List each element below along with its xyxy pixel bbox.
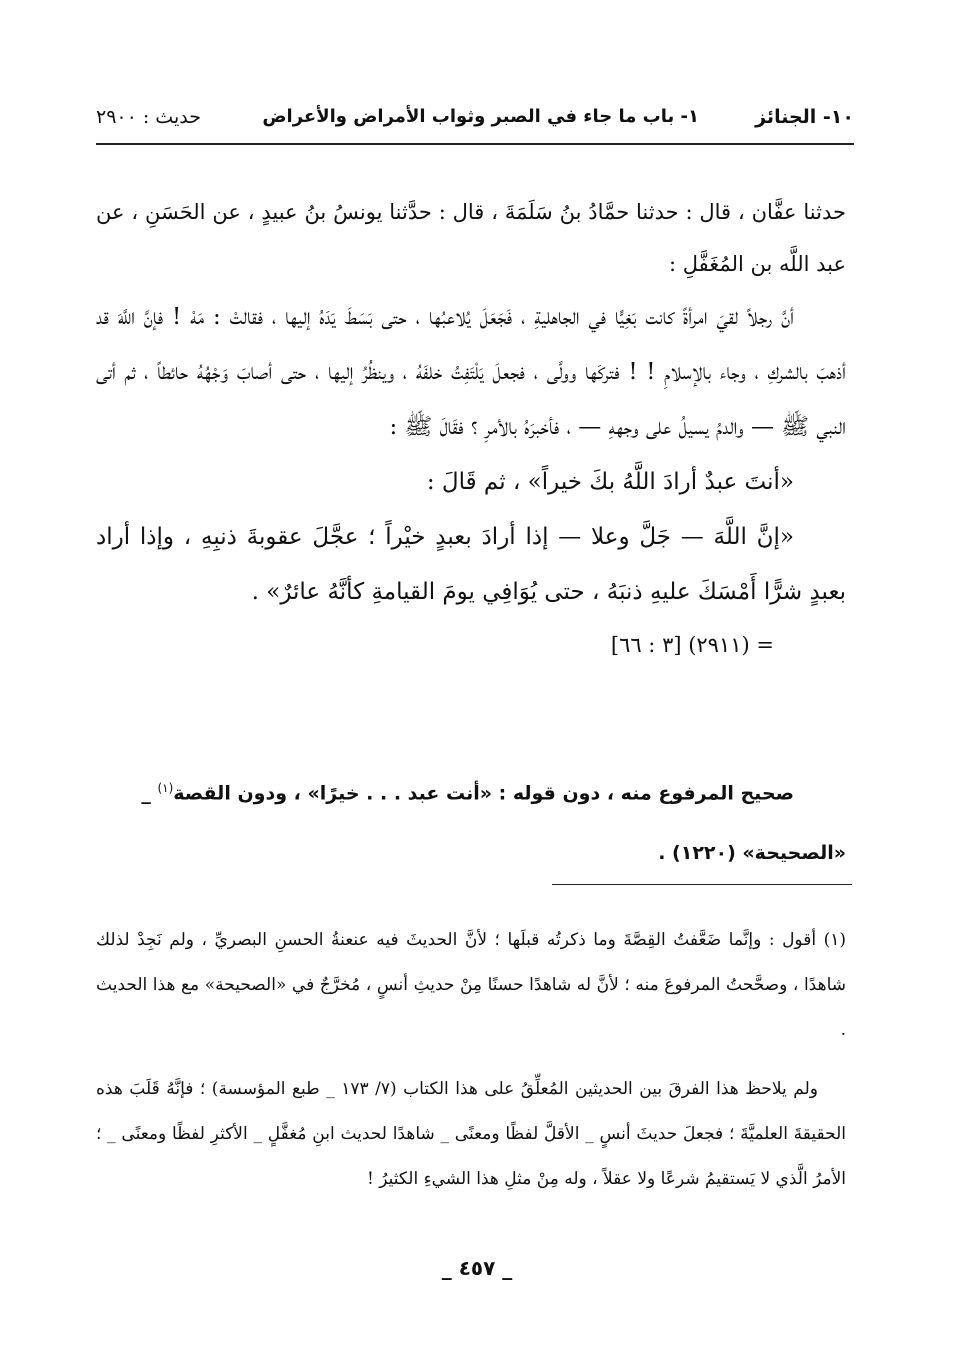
matn-paragraph-1: أنَّ رجلاً لقيَ امرأةً كانت بَغِيًّا في الجاهليةِ ، فَجَعَلَ يُلاعبُها ، حتى بَسَطَ يَدَهُ إليها ، فقالتْ : مَهْ ! فإنَّ اللَّهَ قد أذهبَ بالشركِ ، وجاء بالإسلامِ ! ! فتركَها وولَّى ، فجعلَ يَلْتَفِتُ خلفَهُ ، وينظُرُ إليها ، حتى أصابَ وَجْهُهُ حائطاً ، ثم أتى النبي ﷺ — والدمُ يسيلُ على وجههِ — ، فأخبرَهُ بالأمرِ ؟ فقَالَ ﷺ : <box>96 304 846 440</box>
footnote-divider <box>552 884 852 885</box>
hadith-citation: = (٢٩١١) [٣ : ٦٦] <box>610 633 774 657</box>
page-number: _ ٤٥٧ _ <box>441 1256 513 1280</box>
hadith-body <box>96 186 846 670</box>
grading-note <box>96 758 846 883</box>
isnad-text: حدثنا عفَّان ، قال : حدثنا حمَّادُ بنُ سَلَمَةَ ، قال : حدَّثنا يونسُ بنُ عبيدٍ ، عن الحَسَنِ ، عن عبد اللَّه بن المُغَفَّلِ : <box>96 200 846 276</box>
chapter-title: ١٠- الجنائز <box>755 106 854 128</box>
footnote-1-paragraph-2: ولم يلاحظ هذا الفرقَ بين الحديثين المُعلِّقُ على هذا الكتاب (٧/ ١٧٣ _ طبع المؤسسة) ؛ فإنَّهُ قَلَبَ هذه الحقيقةَ العلميَّةَ ؛ فجعلَ حديثَ أنسٍ _ الأقلَّ لفظًا ومعنًى _ شاهدًا لحديث ابنِ مُغفَّلٍ _ الأكثرِ لفظًا ومعنًى _ ؛ الأمرُ الَّذي لا يَستقيمُ شرعًا ولا عقلاً ، وله مِنْ مثلِ هذا الشيءِ الكثيرُ ! <box>96 1079 846 1189</box>
grading-tail: _ «الصحيحة» (١٢٢٠) . <box>141 782 846 865</box>
footnote-1-paragraph-1: (١) أقول : وإنَّما ضَعَّفتُ القِصَّةَ وما ذكرتُه قبلَها ؛ لأنَّ الحديثَ فيه عنعنةُ الحسنِ البصريِّ ، ولم نَجِدْ لذلك شاهدًا ، وصحَّحتُ المرفوعَ منه ؛ لأنَّ له شاهدًا حسنًا مِنْ حديثِ أنسٍ ، مُخرَّجٌ في «الصحيحة» مع هذا الحديث . <box>96 930 846 1040</box>
hadith-number: حديث : ٢٩٠٠ <box>96 106 201 128</box>
footnotes <box>96 918 846 1202</box>
running-header <box>96 100 854 134</box>
section-title: ١- باب ما جاء في الصبر وثواب الأمراض والأعراض <box>262 106 699 127</box>
grading-text: صحيح المرفوع منه ، دون قوله : «أنت عبد . . . خيرًا» ، ودون القصة <box>173 782 794 805</box>
footnote-reference: (١) <box>157 781 174 795</box>
matn-paragraph-3: «إنَّ اللَّهَ — جَلَّ وعلا — إذا أرادَ بعبدٍ خيْراً ؛ عجَّلَ عقوبةَ ذنبِهِ ، وإذا أراد بعبدٍ شرًّا أَمْسَكَ عليهِ ذنبَهُ ، حتى يُوَافِي يومَ القيامةِ كأنَّهُ عائرٌ» . <box>96 524 846 605</box>
header-divider <box>96 143 854 145</box>
matn-paragraph-2: «أنتَ عبدٌ أرادَ اللَّهُ بكَ خيراً» ، ثم قَالَ : <box>426 469 794 495</box>
